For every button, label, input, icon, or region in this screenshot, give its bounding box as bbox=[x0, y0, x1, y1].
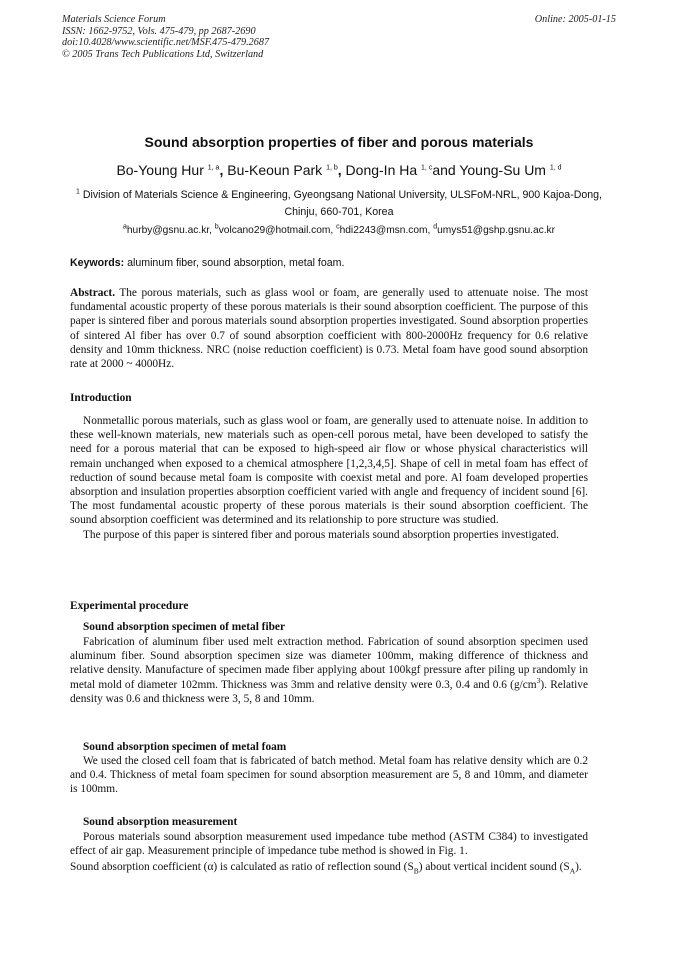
alpha-symbol: α bbox=[207, 861, 214, 874]
journal-header bbox=[62, 14, 269, 60]
author-separator: , bbox=[219, 162, 228, 178]
subscript-a: A bbox=[569, 866, 576, 876]
author-name: Bu-Keoun Park bbox=[227, 162, 323, 178]
keywords bbox=[70, 256, 608, 270]
email-sup: c bbox=[336, 223, 340, 231]
affiliation-text: Division of Materials Science & Engineering, Gyeongsang National University, ULSFoM-NRL, 900 Kajoa-Dong, Chinju, 660-701, Korea bbox=[82, 189, 602, 218]
author-list bbox=[0, 162, 678, 178]
email-sup: d bbox=[433, 223, 438, 231]
affiliation bbox=[70, 187, 608, 220]
author-sup: 1, b bbox=[326, 164, 338, 172]
email-separator: , bbox=[427, 225, 434, 236]
abstract-label: Abstract. bbox=[70, 287, 116, 299]
affiliation-sup: 1 bbox=[75, 188, 80, 196]
keywords-label: Keywords: bbox=[70, 257, 125, 269]
keywords-text: aluminum fiber, sound absorption, metal foam. bbox=[124, 257, 345, 269]
online-date: Online: 2005-01-15 bbox=[534, 14, 616, 25]
email-address[interactable]: volcano29@hotmail.com bbox=[218, 225, 331, 236]
author-sup: 1, a bbox=[207, 164, 220, 172]
email-address[interactable]: hdi2243@msn.com bbox=[339, 225, 428, 236]
email-sup: a bbox=[122, 223, 127, 231]
measurement-heading: Sound absorption measurement bbox=[83, 816, 238, 828]
author-separator: and bbox=[432, 162, 460, 178]
fiber-specimen-body bbox=[70, 635, 588, 706]
foam-specimen-heading: Sound absorption specimen of metal foam bbox=[83, 741, 287, 753]
measurement-text-2d: ). bbox=[575, 861, 582, 874]
measurement-text-2b: ) is calculated as ratio of reflection sound (S bbox=[213, 861, 414, 874]
fiber-specimen-heading: Sound absorption specimen of metal fiber bbox=[83, 621, 285, 633]
author-name: Bo-Young Hur bbox=[116, 162, 204, 178]
author-sup: 1, c bbox=[421, 164, 433, 172]
author-separator: , bbox=[337, 162, 346, 178]
email-separator: , bbox=[330, 225, 337, 236]
experimental-heading: Experimental procedure bbox=[70, 600, 189, 612]
introduction-paragraph-2: The purpose of this paper is sintered fiber and porous materials sound absorption properties investigated. bbox=[83, 528, 560, 541]
fiber-sup: 3 bbox=[536, 675, 541, 685]
email-sup: b bbox=[214, 223, 219, 231]
author-sup: 1, d bbox=[549, 164, 562, 172]
journal-name: Materials Science Forum bbox=[62, 14, 166, 25]
measurement-text-2c: ) about vertical incident sound (S bbox=[418, 861, 570, 874]
abstract bbox=[70, 286, 588, 371]
introduction-heading: Introduction bbox=[70, 392, 132, 404]
fiber-text: Fabrication of aluminum fiber used melt extraction method. Fabrication of sound absorption specimen used aluminum fiber. Sound absorption specimen size was diameter 100mm, making difference of thickness and relative density. Manufacture of specimen made fiber applying about 100kgf pressure after piling up randomly in metal mold of diameter 102mm. Thickness was 3mm and relative density were 0.3, 0.4 and 0.6 (g/cm bbox=[70, 636, 588, 691]
introduction-body bbox=[70, 414, 588, 542]
email-address[interactable]: umys51@gshp.gsnu.ac.kr bbox=[437, 225, 556, 236]
subscript-b: B bbox=[413, 866, 419, 876]
email-separator: , bbox=[209, 225, 215, 236]
doi-line: doi:10.4028/www.scientific.net/MSF.475-479.2687 bbox=[62, 37, 270, 49]
issn-line: ISSN: 1662-9752, Vols. 475-479, pp 2687-2690 bbox=[62, 25, 256, 37]
copyright-line: © 2005 Trans Tech Publications Ltd, Switzerland bbox=[62, 48, 264, 60]
author-name: Young-Su Um bbox=[459, 162, 546, 178]
measurement-text-2a: Sound absorption coefficient ( bbox=[70, 861, 208, 874]
introduction-paragraph-1: Nonmetallic porous materials, such as glass wool or foam, are generally used to attenuate noise. In addition to these well-known materials, new materials such as open-cell porous metal, have been developed to satisfy the need for a porous material that can be exposed to high-speed air flow or whose physical characteristics will remain unchanged when exposed to a chemical atmosphere [1,2,3,4,5]. Shape of cell in metal foam has effect of reduction of sound because metal foam is composite with coexist metal and pore. Al foam developed properties absorption and insulation properties absorption coefficient varied with angle and frequency of incident sound [6]. The most fundamental acoustic property of these porous materials is their sound absorption coefficient. The sound absorption coefficient was determined and its relationship to pore structure was studied. bbox=[70, 415, 588, 527]
measurement-text-1: Porous materials sound absorption measurement used impedance tube method (ASTM C384) to investigated effect of air gap. Measurement principle of impedance tube method is showed in Fig. 1. bbox=[70, 831, 588, 858]
paper-title: Sound absorption properties of fiber and porous materials bbox=[144, 134, 534, 150]
email-list bbox=[0, 224, 678, 238]
author-name: Dong-In Ha bbox=[345, 162, 418, 178]
fiber-text-after: ). Relative density was 0.6 and thickness were 3, 5, 8 and 10mm. bbox=[70, 678, 588, 705]
measurement-body bbox=[70, 830, 588, 875]
email-address[interactable]: hurby@gsnu.ac.kr bbox=[126, 225, 210, 236]
measurement-text-2 bbox=[70, 860, 588, 874]
foam-text: We used the closed cell foam that is fabricated of batch method. Metal foam has relative density which are 0.2 and 0.4. Thickness of metal foam specimen for sound absorption measurement are 5, 8 and 10mm, and diameter is 100mm. bbox=[70, 755, 588, 796]
abstract-text: The porous materials, such as glass wool or foam, are generally used to attenuate noise. The most fundamental acoustic property of these porous materials is their sound absorption coefficient. The purpose of this paper is sintered fiber and porous materials sound absorption properties investigated. Sound absorption properties of sintered Al fiber has over 0.7 of sound absorption coefficient with 800-2000Hz frequency for 0.6 relative density and 10mm thickness. NRC (noise reduction coefficient) is 0.73. Metal foam have good sound absorption rate at 2000 ~ 4000Hz. bbox=[70, 287, 588, 371]
foam-specimen-body bbox=[70, 754, 588, 797]
